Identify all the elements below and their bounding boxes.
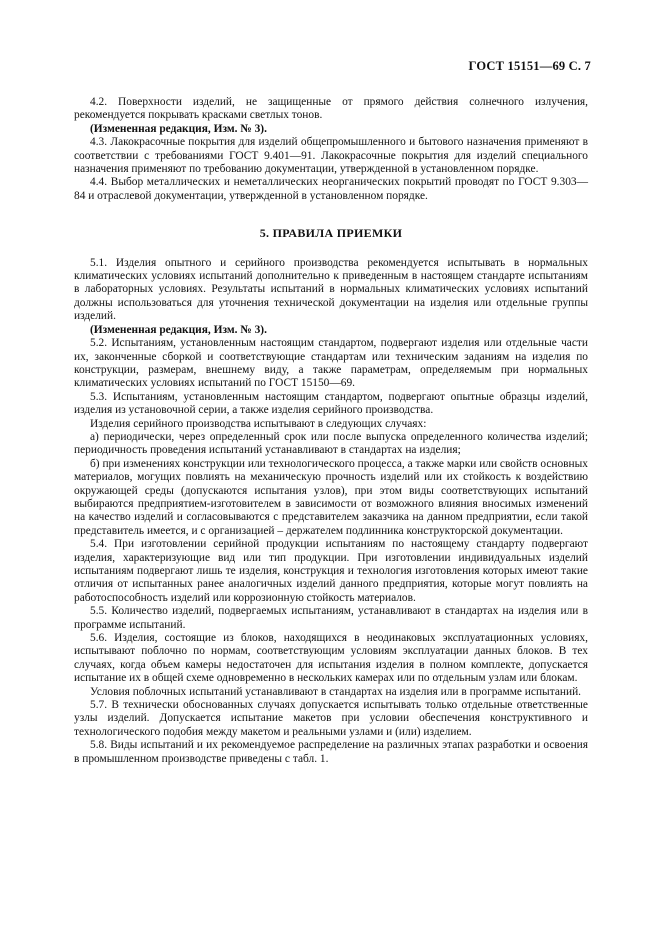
clause-5-6-cont: Условия поблочных испытаний устанавливают в стандартах на изделия или в программе испытаний.	[90, 685, 582, 698]
clause-5-6: 5.6. Изделия, состоящие из блоков, находящихся в неодинаковых эксплуатационных условиях, испытывают поблочно по нормам, соответствующим условиям эксплуатации данных блоков. В тех случаях, когда объем камеры недостаточен для испытания изделия в полном комплекте, допускается испытание их в общей схеме одновременно в нескольких камерах или по отдельным узлам или блокам.	[74, 632, 588, 685]
running-header: ГОСТ 15151—69 С. 7	[468, 59, 591, 73]
clause-5-3-item-a: а) периодически, через определенный срок или после выпуска определенного количества изделий; периодичность проведения испытаний устанавливают в стандартах на изделия;	[74, 430, 588, 457]
amendment-note: (Измененная редакция, Изм. № 3).	[90, 323, 267, 336]
clause-5-4: 5.4. При изготовлении серийной продукции испытаниям по настоящему стандарту подвергают изделия, характеризующие вид или тип продукции. При изготовлении индивидуальных изделий испытаниям подвергают лишь те изделия, конструкция и технология изготовления которых имеют такие отличия от испытанных ранее аналогичных изделий данного предприятия, которые могут повлиять на работоспособность изделий или коррозионную стойкость материалов.	[74, 538, 588, 604]
page-body	[74, 96, 588, 766]
clause-5-3-intro: Изделия серийного производства испытывают в следующих случаях:	[90, 417, 427, 430]
clause-4-3: 4.3. Лакокрасочные покрытия для изделий общепромышленного и бытового назначения применяют в соответствии с требованиями ГОСТ 9.401—91. Лакокрасочные покрытия для изделий специального назначения применяют по требованию документации, утвержденной в установленном порядке.	[74, 136, 588, 176]
clause-5-5: 5.5. Количество изделий, подвергаемых испытаниям, устанавливают в стандартах на изделия или в программе испытаний.	[74, 605, 588, 631]
clause-5-3: 5.3. Испытаниям, установленным настоящим стандартом, подвергают опытные образцы изделий, изделия из установочной серии, а также изделия серийного производства.	[74, 390, 588, 417]
clause-5-1: 5.1. Изделия опытного и серийного производства рекомендуется испытывать в нормальных климатических условиях испытаний дополнительно к приведенным в настоящем стандарте испытаниям в лабораторных условиях. Результаты испытаний в нормальных климатических условиях испытаний должны использоваться для уточнения технической документации на изделия или отдельные группы изделий.	[74, 256, 588, 323]
clause-5-2: 5.2. Испытаниям, установленным настоящим стандартом, подвергают изделия или отдельные части их, законченные сборкой и соответствующие стандартам или техническим заданиям на изделия по конструкции, размерам, внешнему виду, а также параметрам, определяемым при нормальных климатических условиях испытаний по ГОСТ 15150—69.	[74, 337, 588, 390]
clause-5-7: 5.7. В технически обоснованных случаях допускается испытывать только отдельные ответственные узлы изделий. Допускается испытание макетов при условии обеспечения конструктивного и технологического подобия между макетом и реальными узлами и (или) изделием.	[74, 699, 588, 738]
section-title: 5. ПРАВИЛА ПРИЕМКИ	[259, 226, 403, 241]
clause-5-8: 5.8. Виды испытаний и их рекомендуемое распределение на различных этапах разработки и освоения в промышленном производстве приведены с табл. 1.	[74, 739, 588, 765]
clause-4-4: 4.4. Выбор металлических и неметаллических неорганических покрытий проводят по ГОСТ 9.303—84 и отраслевой документации, утвержденной в установленном порядке.	[74, 176, 588, 202]
clause-4-2: 4.2. Поверхности изделий, не защищенные от прямого действия солнечного излучения, рекомендуется покрывать красками светлых тонов.	[74, 96, 588, 122]
amendment-note: (Измененная редакция, Изм. № 3).	[90, 122, 267, 135]
clause-5-3-item-b: б) при изменениях конструкции или технологического процесса, а также марки или свойств основных материалов, могущих повлиять на механическую прочность изделий или их стойкость к воздействию окружающей среды (допускаются испытания узлов), при этом виды соответствующих испытаний выбираются предприятием-изготовителем в зависимости от возможного влияния вносимых изменений на качество изделий и согласовываются с представителем заказчика на данном предприятии, если такой представитель имеется, и с организацией – держателем подлинника конструкторской документации.	[74, 457, 588, 537]
